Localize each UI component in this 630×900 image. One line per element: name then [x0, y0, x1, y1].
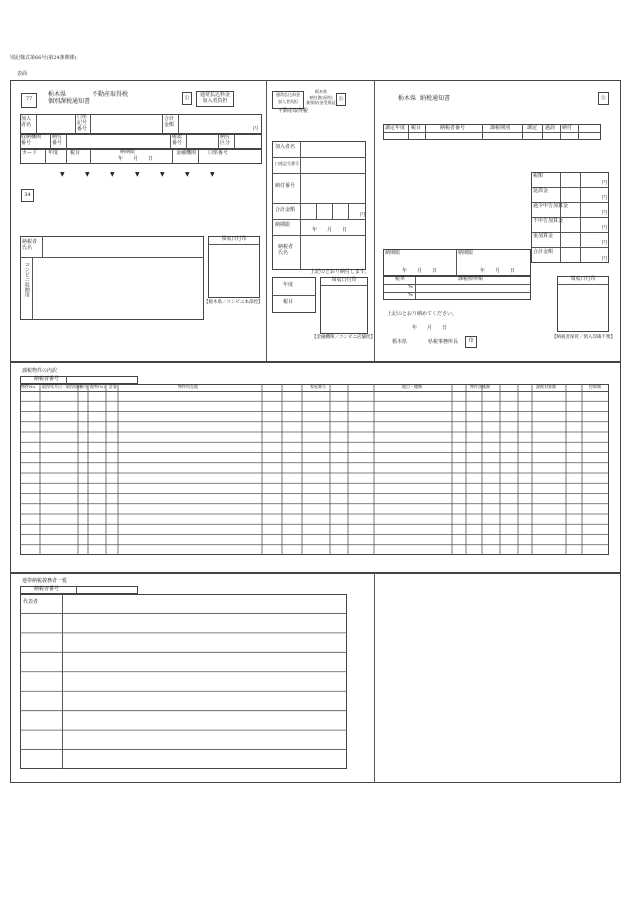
rep-label: 代表者	[23, 599, 39, 605]
head-col: 納付	[562, 125, 573, 131]
col-header: 課税対象額	[536, 384, 556, 389]
subscriber-label: 加入 者名	[21, 116, 32, 128]
col-header: 持分	[80, 384, 88, 389]
arrow-mark: ▼	[60, 171, 65, 178]
arrow-mark: ▼	[85, 171, 90, 178]
stamp-note: 【栃木県／コンビニ本部控】	[204, 300, 263, 305]
received-text: 上記のとおり納付します。	[310, 269, 370, 275]
arrow-mark: ▼	[160, 171, 165, 178]
deadline-date: 年 月 日	[312, 227, 348, 233]
yen: 円	[602, 195, 608, 201]
side-label: 表面	[17, 71, 28, 77]
rate-label: 税率	[395, 276, 406, 282]
code-top: 77	[25, 96, 33, 102]
stamp-label: 領収日付印	[331, 277, 357, 283]
confirm-label: 確認 番号	[172, 134, 183, 146]
side-row: 延滞金	[533, 188, 549, 194]
yen: 円	[253, 126, 259, 132]
mark-ko: 公	[600, 95, 606, 101]
col-header: 物件評価額	[470, 384, 490, 389]
notice-title: 個別課税通知書	[48, 98, 91, 105]
acct-no-label: 口座番号	[208, 150, 229, 156]
deadline-label: 納期限	[385, 250, 401, 256]
year-label: 年度	[48, 150, 59, 156]
arrow-mark: ▼	[210, 171, 215, 178]
side-row: 税額	[533, 173, 544, 179]
head-col: 納税者番号	[440, 125, 466, 131]
deadline-date: 年 月 日	[118, 156, 154, 162]
yen: 円	[602, 180, 608, 186]
joint-title: 連帯納税義務者一覧	[22, 578, 68, 584]
cvs-label: コンビニ収納用	[23, 262, 30, 297]
total-label: 合計 金額	[164, 116, 175, 128]
yen: 円	[602, 210, 608, 216]
tax-item-label: 税目	[70, 150, 81, 156]
col-header: 物件No.	[21, 384, 37, 389]
yen: 円	[360, 212, 366, 218]
prefecture: 栃木県	[398, 95, 417, 102]
head-col: 調定年度	[385, 125, 406, 131]
col-header: 物件所在地	[178, 384, 198, 389]
payer-no-label: 納付 番号	[52, 134, 63, 146]
notice-date: 年 月 日	[412, 325, 448, 331]
notice-title: 納税通知書	[420, 95, 451, 102]
right-line1: 栃木県	[315, 89, 327, 94]
col-header: 取得年月日・取得原因	[42, 384, 82, 389]
deadline-label: 納期限	[275, 222, 291, 228]
arrow-mark: ▼	[185, 171, 190, 178]
col-header: 計算	[109, 384, 117, 389]
fee-line1: 通常払込料金	[276, 92, 300, 97]
mark-ko: 公	[184, 95, 190, 101]
payer-no-label: 納付番号	[275, 183, 296, 189]
form-title: 別記様式第66号(第24条関係)	[10, 55, 77, 61]
deadline-label: 納期限	[120, 149, 136, 155]
mark-ko: 公	[338, 96, 344, 102]
yen: 円	[602, 256, 608, 262]
due-label: 納期限	[458, 250, 474, 256]
total-label: 合計金額	[275, 207, 296, 213]
side-row: 重加算金	[533, 233, 554, 239]
yen: 円	[602, 225, 608, 231]
bank-label: 金融機関	[176, 150, 197, 156]
side-row: 不申告加算金	[533, 218, 564, 224]
right-line2: 納付書(原符)	[309, 95, 333, 100]
col-header: 家屋番号	[310, 384, 326, 389]
col-header: 地目・種類	[402, 384, 422, 389]
total-label: 合計金額	[533, 249, 554, 255]
chief: 県税事務所長	[428, 339, 459, 345]
col-header: 控除額	[589, 384, 601, 389]
seal: 印	[468, 338, 474, 344]
taxpayer-label: 納税者 氏名	[278, 244, 294, 256]
subscriber-label: 加入者名	[275, 144, 296, 150]
fee-line1: 通常払込料金	[199, 92, 230, 98]
head-col: 課税期別	[490, 125, 511, 131]
stamp-note: 【納税者保管／領入印確不要】	[552, 335, 615, 340]
due-date: 年 月 日	[480, 268, 516, 274]
right-line3: 兼領収(金受領証)	[306, 100, 338, 105]
pay-div-label: 納付 区分	[220, 134, 231, 146]
account-label: 口座 記号 番号	[77, 114, 88, 132]
tax-name: 不動産取得税	[92, 91, 129, 98]
pct: %	[408, 292, 413, 298]
joint-taxpayer-no-label: 納税者番号	[34, 586, 60, 592]
stamp-label: 領収日付印	[221, 236, 247, 242]
account-label: 口座記号番号	[275, 161, 299, 166]
deadline-date: 年 月 日	[402, 268, 438, 274]
stamp-label: 領収日付印	[570, 276, 596, 282]
std-label: 課税標準額	[458, 276, 484, 282]
code-34: 34	[24, 192, 31, 198]
col-header: 税率(%)	[90, 384, 105, 389]
office: 栃木県	[392, 339, 408, 345]
card-label: カード	[22, 150, 38, 156]
taxpayer-label: 納税者 氏名	[22, 239, 38, 251]
fee-line2: 加入者負担	[278, 99, 298, 104]
head-col: 税目	[411, 125, 422, 131]
arrow-mark: ▼	[135, 171, 140, 178]
arrow-mark: ▼	[110, 171, 115, 178]
fee-line2: 加入者負担	[202, 98, 228, 104]
pct: %	[408, 284, 413, 290]
tax-name: 不動産取得税	[278, 108, 309, 114]
head-col: 調定	[527, 125, 538, 131]
year-label: 年度	[283, 282, 294, 288]
yen: 円	[602, 240, 608, 246]
received-text: 上記のとおり納めてください。	[387, 311, 458, 317]
head-col: 過誤	[545, 125, 556, 131]
stamp-note: 【金融機関／コンビニ店舗控】	[312, 335, 375, 340]
prefecture: 栃木県	[48, 91, 67, 98]
taxpayer-no-label: 納税者番号	[34, 376, 60, 382]
tax-item-label: 税目	[283, 299, 294, 305]
property-title: 課税物件の内訳	[22, 368, 58, 374]
inst-label: 収納機関 番号	[21, 134, 42, 146]
side-row: 過少申告加算金	[533, 203, 569, 209]
